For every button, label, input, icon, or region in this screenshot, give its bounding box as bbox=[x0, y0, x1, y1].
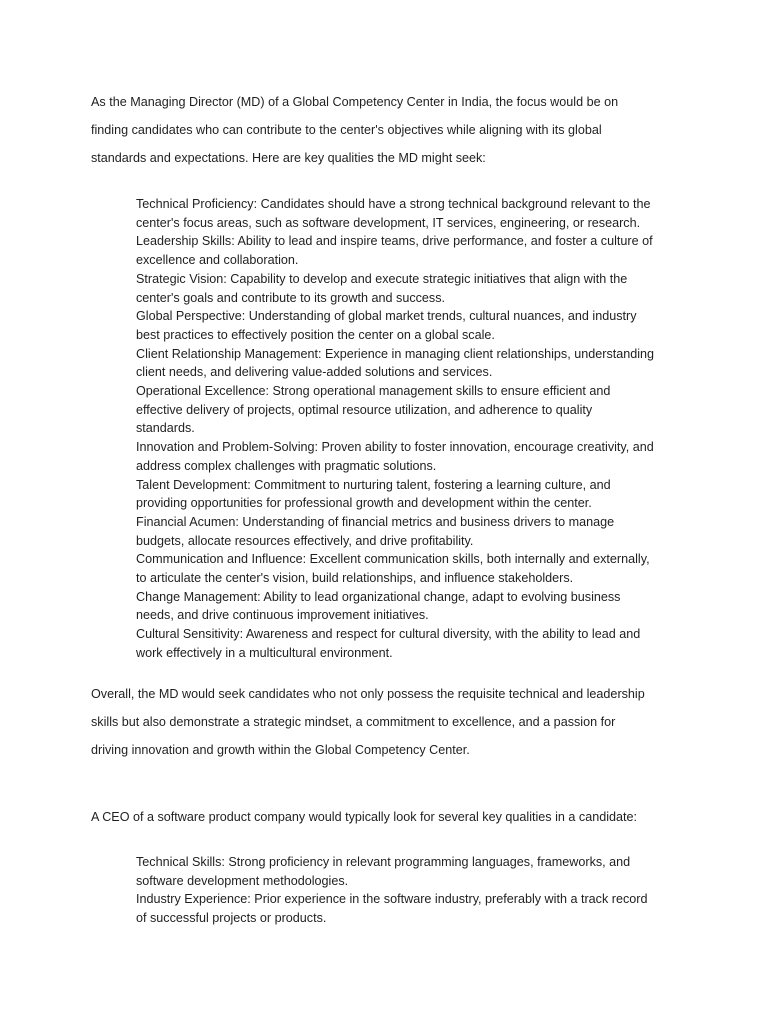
ceo-intro-paragraph bbox=[91, 803, 691, 831]
md-quality-item-line: Talent Development: Commitment to nurturing talent, fostering a learning culture, and bbox=[136, 477, 611, 492]
md-quality-item-line: Strategic Vision: Capability to develop and execute strategic initiatives that align with the bbox=[136, 271, 628, 286]
md-quality-item-line: Client Relationship Management: Experience in managing client relationships, understanding bbox=[136, 346, 655, 361]
md-quality-item bbox=[136, 345, 696, 382]
md-quality-item-line: best practices to effectively position the center on a global scale. bbox=[136, 327, 495, 342]
md-quality-item-line: center's goals and contribute to its growth and success. bbox=[136, 290, 446, 305]
ceo-quality-item bbox=[136, 853, 696, 890]
intro-line: As the Managing Director (MD) of a Global Competency Center in India, the focus would be on bbox=[91, 95, 619, 109]
md-quality-item-line: address complex challenges with pragmatic solutions. bbox=[136, 458, 437, 473]
md-quality-item-line: center's focus areas, such as software development, IT services, engineering, or research. bbox=[136, 215, 641, 230]
md-quality-item bbox=[136, 232, 696, 269]
md-quality-item-line: Operational Excellence: Strong operational management skills to ensure efficient and bbox=[136, 384, 611, 399]
ceo-intro-line: A CEO of a software product company would typically look for several key qualities in a candidate: bbox=[91, 810, 638, 824]
md-quality-item bbox=[136, 382, 696, 438]
md-quality-item-line: Communication and Influence: Excellent communication skills, both internally and externally, bbox=[136, 552, 650, 567]
md-summary-line: driving innovation and growth within the Global Competency Center. bbox=[91, 743, 470, 757]
md-quality-item-line: Innovation and Problem-Solving: Proven ability to foster innovation, encourage creativity, and bbox=[136, 440, 654, 455]
md-quality-item-line: client needs, and delivering value-added solutions and services. bbox=[136, 365, 493, 380]
ceo-quality-item-line: of successful projects or products. bbox=[136, 911, 327, 926]
md-quality-item bbox=[136, 625, 696, 662]
md-quality-item-line: excellence and collaboration. bbox=[136, 253, 299, 268]
md-quality-item-line: Financial Acumen: Understanding of financial metrics and business drivers to manage bbox=[136, 514, 615, 529]
md-quality-item-line: Cultural Sensitivity: Awareness and respect for cultural diversity, with the ability to lead and bbox=[136, 627, 641, 642]
intro-line: finding candidates who can contribute to the center's objectives while aligning with its global bbox=[91, 123, 602, 137]
md-quality-item-line: providing opportunities for professional growth and development within the center. bbox=[136, 496, 592, 511]
ceo-quality-item-line: Industry Experience: Prior experience in the software industry, preferably with a track record bbox=[136, 892, 648, 907]
md-quality-item-line: Technical Proficiency: Candidates should have a strong technical background relevant to the bbox=[136, 197, 651, 211]
md-quality-item bbox=[136, 438, 696, 475]
md-summary-line: Overall, the MD would seek candidates who not only possess the requisite technical and leadership bbox=[91, 687, 645, 701]
md-quality-item-line: Global Perspective: Understanding of global market trends, cultural nuances, and industry bbox=[136, 309, 637, 324]
md-qualities-list bbox=[136, 195, 696, 663]
md-quality-item bbox=[136, 550, 696, 587]
md-quality-item bbox=[136, 588, 696, 625]
ceo-quality-item-line: Technical Skills: Strong proficiency in relevant programming languages, frameworks, and bbox=[136, 855, 631, 869]
md-quality-item bbox=[136, 476, 696, 513]
md-quality-item bbox=[136, 307, 696, 344]
md-quality-item bbox=[136, 513, 696, 550]
ceo-qualities-list bbox=[136, 853, 696, 928]
md-quality-item-line: standards. bbox=[136, 421, 195, 436]
md-summary-line: skills but also demonstrate a strategic mindset, a commitment to excellence, and a passion for bbox=[91, 715, 616, 729]
md-quality-item bbox=[136, 270, 696, 307]
intro-paragraph bbox=[91, 88, 691, 172]
md-quality-item-line: Leadership Skills: Ability to lead and inspire teams, drive performance, and foster a culture of bbox=[136, 234, 653, 249]
md-quality-item-line: effective delivery of projects, optimal resource utilization, and adherence to quality bbox=[136, 402, 593, 417]
md-quality-item-line: Change Management: Ability to lead organizational change, adapt to evolving business bbox=[136, 589, 621, 604]
md-quality-item-line: work effectively in a multicultural environment. bbox=[136, 645, 393, 660]
md-quality-item-line: budgets, allocate resources effectively, and drive profitability. bbox=[136, 533, 474, 548]
md-quality-item-line: to articulate the center's vision, build relationships, and influence stakeholders. bbox=[136, 571, 574, 586]
ceo-quality-item bbox=[136, 890, 696, 927]
ceo-quality-item-line: software development methodologies. bbox=[136, 873, 349, 888]
md-summary-paragraph bbox=[91, 680, 691, 764]
md-quality-item bbox=[136, 195, 696, 232]
intro-line: standards and expectations. Here are key qualities the MD might seek: bbox=[91, 151, 486, 165]
md-quality-item-line: needs, and drive continuous improvement initiatives. bbox=[136, 608, 429, 623]
